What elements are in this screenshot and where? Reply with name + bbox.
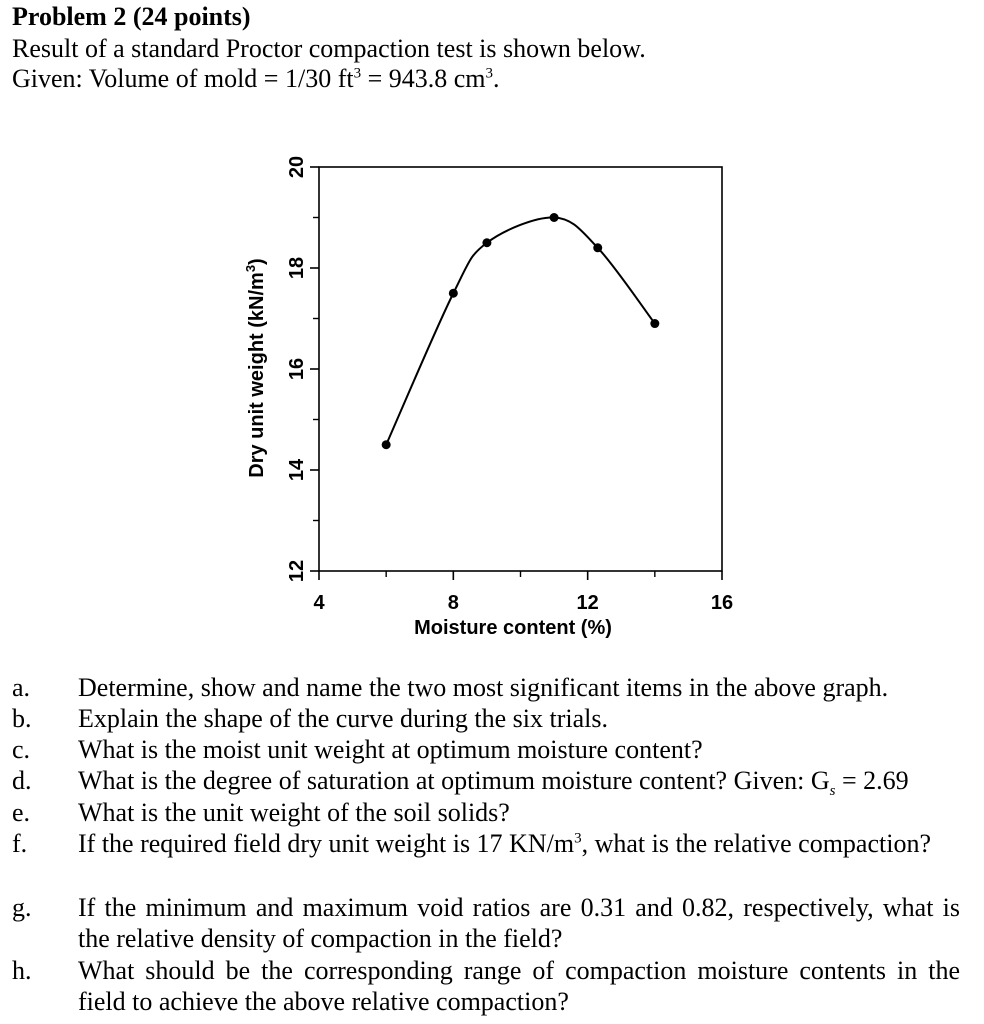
question-text xyxy=(78,797,960,828)
question-letter: a. xyxy=(12,673,31,702)
x-tick-label: 4 xyxy=(313,592,325,614)
y-axis-label-close: ) xyxy=(246,258,268,265)
data-point xyxy=(449,289,458,298)
question-text xyxy=(78,828,960,859)
question-text-main: What is the degree of saturation at optimum moisture content? Given: G xyxy=(78,766,830,795)
plot-frame xyxy=(319,167,722,571)
curve-layer xyxy=(386,217,655,444)
question-text-main: What is the unit weight of the soil solids? xyxy=(78,798,510,827)
data-point xyxy=(593,243,602,252)
question-text-main: What is the moist unit weight at optimum moisture content? xyxy=(78,735,703,764)
question-text-continued: , what is the relative compaction? xyxy=(581,829,931,858)
question-text-main: If the required field dry unit weight is 17 KN/m xyxy=(78,829,575,858)
compaction-curve-line xyxy=(386,217,655,444)
question-text xyxy=(78,892,960,954)
y-axis-label-exponent: 3 xyxy=(243,264,258,273)
given-middle: = 943.8 cm xyxy=(361,64,486,93)
question-text xyxy=(78,955,960,1017)
question-letter: d. xyxy=(12,766,32,795)
question-text xyxy=(78,672,960,703)
question-subscript: s xyxy=(829,783,836,800)
y-tick-label: 16 xyxy=(286,357,308,381)
x-axis-label: Moisture content (%) xyxy=(414,617,612,639)
given-prefix: Given: Volume of mold = 1/30 ft xyxy=(12,64,354,93)
question-text-main: Explain the shape of the curve during the six trials. xyxy=(78,704,608,733)
question-letter: c. xyxy=(12,735,31,764)
data-point xyxy=(482,238,491,247)
data-point xyxy=(650,319,659,328)
question-text-main: Determine, show and name the two most significant items in the above graph. xyxy=(78,673,889,702)
y-tick-label: 14 xyxy=(286,458,308,482)
question-text-continued: = 2.69 xyxy=(835,766,909,795)
question-text xyxy=(78,734,960,765)
problem-description: Result of a standard Proctor compaction test is shown below. xyxy=(12,34,646,63)
x-tick-label: 12 xyxy=(576,592,599,614)
y-tick-label: 18 xyxy=(286,256,308,280)
given-suffix: . xyxy=(493,64,500,93)
question-letter: h. xyxy=(12,956,32,985)
question-superscript: 3 xyxy=(574,830,582,847)
points-layer xyxy=(382,213,660,449)
problem-title: Problem 2 (24 points) xyxy=(12,2,251,31)
question-letter: g. xyxy=(12,893,32,922)
y-axis-label xyxy=(243,258,268,477)
plot-area-border xyxy=(319,167,722,571)
question-letter: f. xyxy=(12,829,28,858)
unit-exponent: 3 xyxy=(485,65,494,82)
data-point xyxy=(550,213,559,222)
question-text-main: If the minimum and maximum void ratios are 0.31 and 0.82, respectively, what is the relative density of compaction in the field? xyxy=(78,893,960,953)
x-tick-label: 8 xyxy=(447,592,459,614)
question-text xyxy=(78,703,960,734)
y-axis-label-text: Dry unit weight (kN/m xyxy=(246,272,268,478)
x-tick-label: 16 xyxy=(710,592,734,614)
question-letter: b. xyxy=(12,704,32,733)
question-text-main: What should be the corresponding range of compaction moisture contents in the field to achieve the above relative compaction? xyxy=(78,956,960,1016)
axis-ticks xyxy=(310,167,722,580)
y-tick-label: 20 xyxy=(286,155,308,179)
question-letter: e. xyxy=(12,798,31,827)
y-tick-label: 12 xyxy=(286,559,308,583)
data-point xyxy=(382,440,391,449)
tick-labels xyxy=(286,156,733,614)
question-text xyxy=(78,765,960,800)
unit-exponent: 3 xyxy=(353,65,362,82)
